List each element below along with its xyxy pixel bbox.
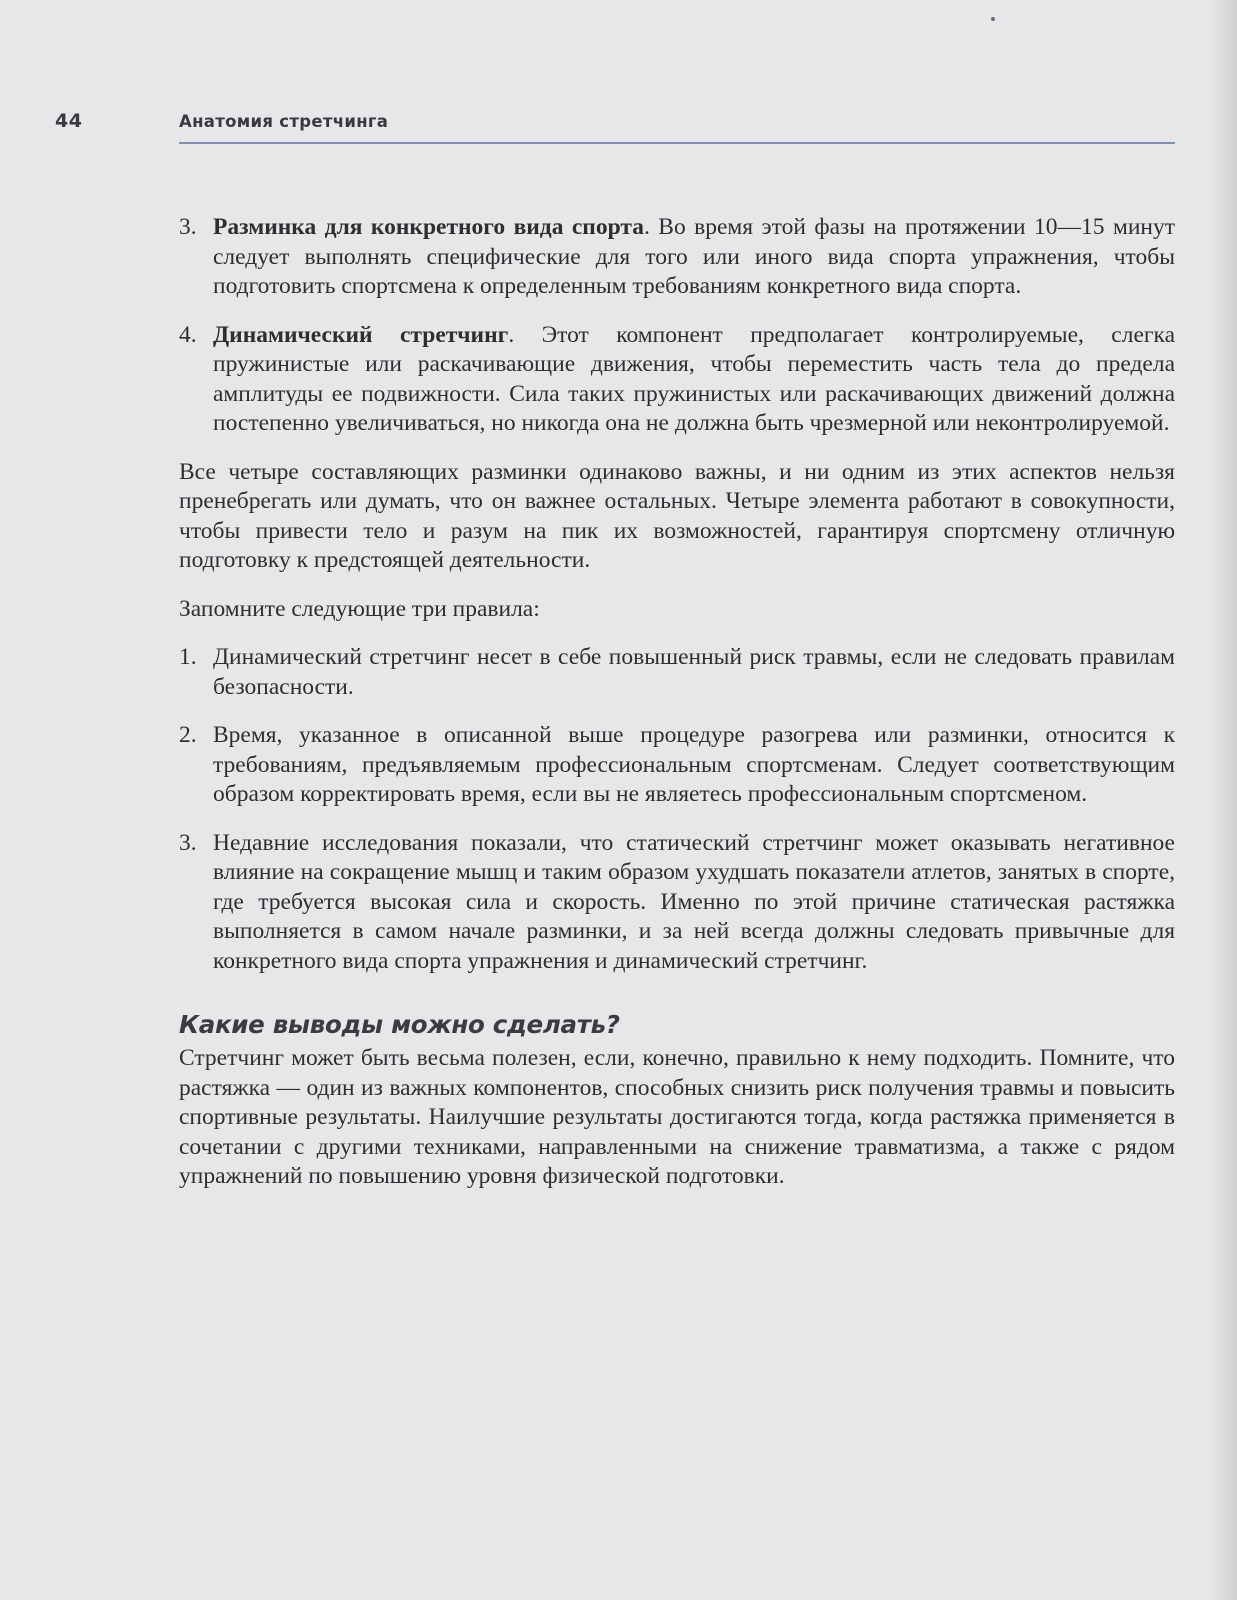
section-paragraph: Стретчинг может быть весьма полезен, если, конечно, правильно к нему подходить. Помните, что растяжка — один из важных компонентов, способных снизить риск получения травмы и повысить спортивные результаты. Наилучшие результаты достигаются тогда, когда растяжка применяется в сочетании с другими техниками, направленными на снижение травматизма, а также с рядом упражнений по повышению уровня физической подготовки.: [179, 1045, 1175, 1189]
rule-number: 3.: [179, 829, 197, 856]
paragraph-warmup-components: Все четыре составляющих разминки одинаково важны, и ни одним из этих аспектов нельзя пренебрегать или думать, что он важнее остальных. Четыре элемента работают в совокупности, чтобы привести тело и разум на пик их возможностей, гарантируя спортсмену отличную подготовку к предстоящей деятельности.: [179, 458, 1175, 573]
page-body: [179, 213, 1175, 1211]
rule-item: [179, 829, 1175, 977]
list-item-number: 3.: [179, 214, 197, 240]
section-heading: Какие выводы можно сделать?: [179, 1010, 620, 1039]
rule-number: 2.: [179, 722, 197, 748]
list-item-description: . Этот компонент предполагает контролируемые, слегка пружинистые или раскачивающие движения, чтобы переместить часть тела до предела амплитуды ее подвижности. Сила таких пружинистых или раскачивающих движений должна постепенно увеличиваться, но никогда она не должна быть чрезмерной или неконтролируемой.: [213, 321, 1176, 436]
list-item-term: Динамический стретчинг: [213, 321, 509, 348]
rule-item: [179, 643, 1175, 702]
page-header: [0, 0, 1237, 150]
list-item-text: [213, 213, 1175, 302]
rules-intro: Запомните следующие три правила:: [179, 595, 540, 622]
list-item-warmup-sport-specific: [179, 213, 1175, 302]
list-item-term: Разминка для конкретного вида спорта: [213, 214, 644, 240]
running-title: Анатомия стретчинга: [179, 112, 389, 131]
list-item-number: 4.: [179, 321, 197, 348]
list-item-dynamic-stretching: [179, 321, 1175, 439]
page-number: 44: [55, 110, 83, 132]
rule-item: [179, 721, 1175, 810]
rule-text: Время, указанное в описанной выше процедуре разогрева или разминки, относится к требованиям, предъявляемым профессиональным спортсменам. Следует соответствующим образом корректировать время, если вы не являетесь профессиональным спортсменом.: [213, 722, 1175, 807]
header-rule: [179, 142, 1175, 144]
rule-number: 1.: [179, 644, 197, 670]
rule-text: Динамический стретчинг несет в себе повышенный риск травмы, если не следовать правилам безопасности.: [213, 644, 1175, 700]
page-edge-shadow: [1211, 0, 1237, 1600]
rule-text: Недавние исследования показали, что статический стретчинг может оказывать негативное влияние на сокращение мышц и таким образом ухудшать показатели атлетов, занятых в спорте, где требуется высокая сила и скорость. Именно по этой причине статическая растяжка выполняется в самом начале разминки, и за ней всегда должны следовать привычные для конкретного вида спорта упражнения и динамический стретчинг.: [213, 829, 1175, 974]
list-item-description: . Во время этой фазы на протяжении 10—15 минут следует выполнять специфические для того или иного вида спорта упражнения, чтобы подготовить спортсмена к определенным требованиям конкретного вида спорта.: [213, 214, 1176, 299]
list-item-text: [213, 321, 1175, 439]
